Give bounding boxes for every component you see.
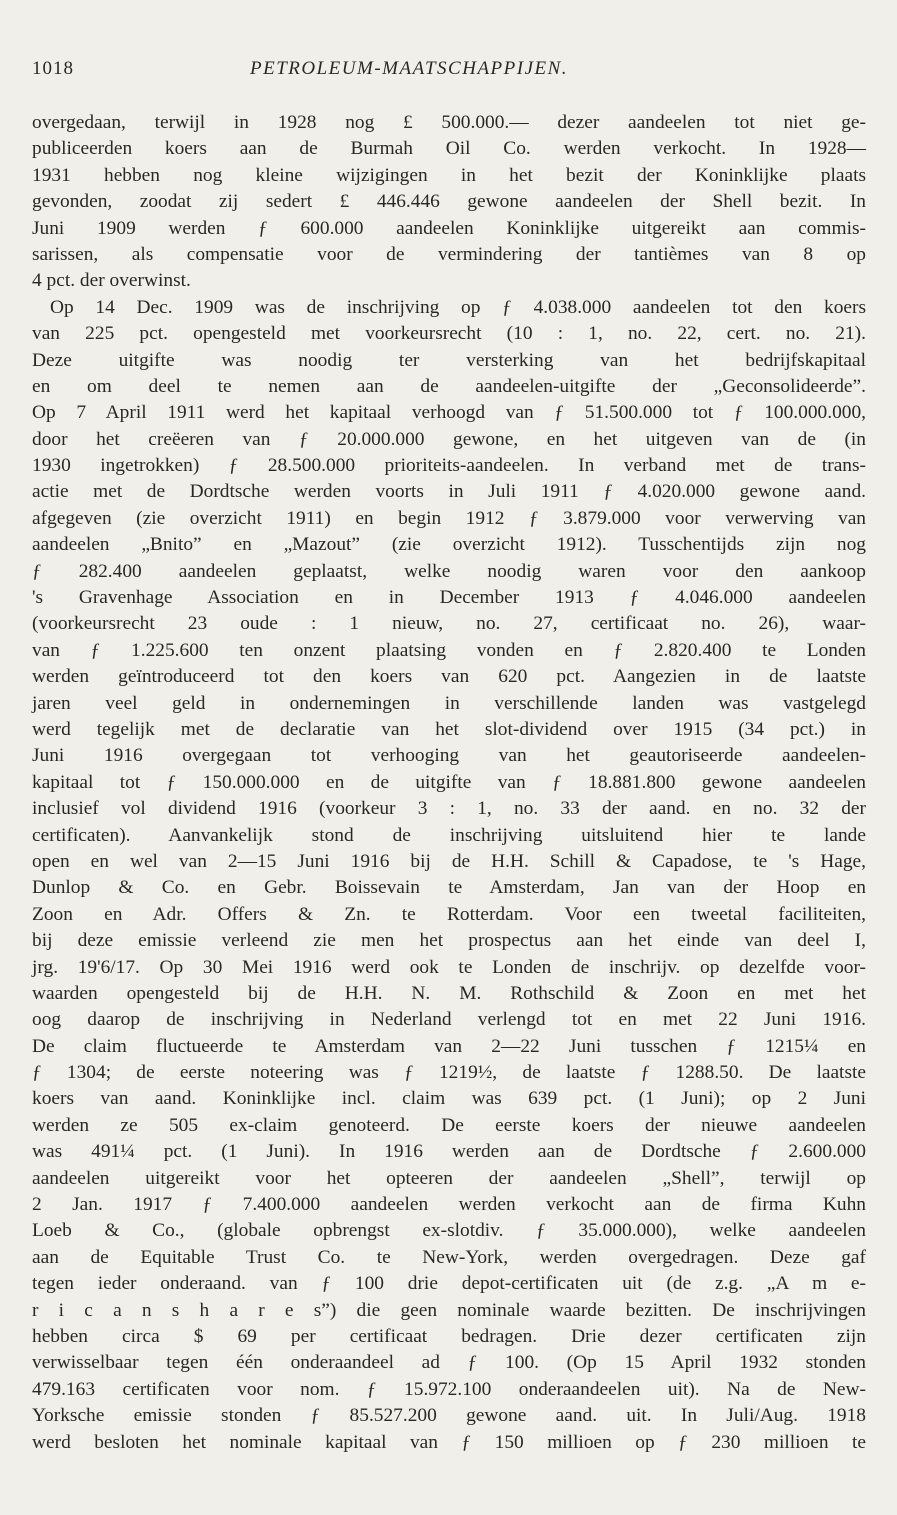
text-line: aandeelen „Bnito” en „Mazout” (zie overzicht 1912). Tusschentijds zijn nog [32,534,866,556]
text-line: bij deze emissie verleend zie men het prospectus aan het einde van deel I, [32,930,866,952]
text-line: jrg. 19'6/17. Op 30 Mei 1916 werd ook te Londen de inschrijv. op dezelfde voor- [32,956,866,978]
text-line: werden geïntroduceerd tot den koers van 620 pct. Aangezien in de laatste [32,666,866,688]
text-line: overgedaan, terwijl in 1928 nog £ 500.000.— dezer aandeelen tot niet ge- [32,112,866,133]
text-line: van 225 pct. opengesteld met voorkeursrecht (10 : 1, no. 22, cert. no. 21). [32,323,866,345]
text-line: (voorkeursrecht 23 oude : 1 nieuw, no. 27, certificaat no. 26), waar- [32,613,866,635]
running-title: PETROLEUM-MAATSCHAPPIJEN. [250,58,569,79]
text-line: werd tegelijk met de declaratie van het slot-dividend over 1915 (34 pct.) in [32,718,866,740]
text-line: koers van aand. Koninklijke incl. claim was 639 pct. (1 Juni); op 2 Juni [32,1088,866,1110]
text-line: 1931 hebben nog kleine wijzigingen in het bezit der Koninklijke plaats [32,164,866,186]
text-line: Dunlop & Co. en Gebr. Boissevain te Amsterdam, Jan van der Hoop en [32,877,866,899]
text-line: Juni 1909 werden ƒ 600.000 aandeelen Koninklijke uitgereikt aan commis- [32,217,866,239]
text-line: Juni 1916 overgegaan tot verhooging van het geautoriseerde aandeelen- [32,745,866,767]
text-line: oog daarop de inschrijving in Nederland verlengd tot en met 22 Juni 1916. [32,1009,866,1031]
text-line: verwisselbaar tegen één onderaandeel ad ƒ 100. (Op 15 April 1932 stonden [32,1352,866,1374]
text-line: van ƒ 1.225.600 ten onzent plaatsing vonden en ƒ 2.820.400 te Londen [32,639,866,661]
text-line: Loeb & Co., (globale opbrengst ex-slotdiv. ƒ 35.000.000), welke aandeelen [32,1220,866,1242]
text-line: door het creëeren van ƒ 20.000.000 gewone, en het uitgeven van de (in [32,428,866,450]
text-line: gevonden, zoodat zij sedert £ 446.446 gewone aandeelen der Shell bezit. In [32,191,866,213]
text-line: tegen ieder onderaand. van ƒ 100 drie depot-certificaten uit (de z.g. „A m e- [32,1273,866,1295]
text-line: Deze uitgifte was noodig ter versterking van het bedrijfskapitaal [32,349,866,371]
text-line: 4 pct. der overwinst. [32,270,191,292]
text-line: De claim fluctueerde te Amsterdam van 2—22 Juni tusschen ƒ 1215¼ en [32,1035,866,1057]
text-line: 479.163 certificaten voor nom. ƒ 15.972.100 onderaandeelen uit). Na de New- [32,1378,866,1400]
text-line: 2 Jan. 1917 ƒ 7.400.000 aandeelen werden verkocht aan de firma Kuhn [32,1194,866,1216]
text-line: open en wel van 2—15 Juni 1916 bij de H.H. Schill & Capadose, te 's Hage, [32,850,866,872]
text-line: werden ze 505 ex-claim genoteerd. De eerste koers der nieuwe aandeelen [32,1114,866,1136]
text-line: werd besloten het nominale kapitaal van ƒ 150 millioen op ƒ 230 millioen te [32,1431,866,1453]
text-line: kapitaal tot ƒ 150.000.000 en de uitgifte van ƒ 18.881.800 gewone aandeelen [32,771,866,793]
text-line: was 491¼ pct. (1 Juni). In 1916 werden aan de Dordtsche ƒ 2.600.000 [32,1141,866,1163]
text-line: sarissen, als compensatie voor de vermindering der tantièmes van 8 op [32,243,866,265]
text-line: ƒ 1304; de eerste noteering was ƒ 1219½, de laatste ƒ 1288.50. De laatste [32,1062,866,1084]
page-number: 1018 [32,58,74,79]
text-line: ƒ 282.400 aandeelen geplaatst, welke noodig waren voor den aankoop [32,560,866,582]
text-line: Op 7 April 1911 werd het kapitaal verhoogd van ƒ 51.500.000 tot ƒ 100.000.000, [32,402,866,424]
text-line: hebben circa $ 69 per certificaat bedragen. Drie dezer certificaten zijn [32,1325,866,1347]
text-line: aandeelen uitgereikt voor het opteeren der aandeelen „Shell”, terwijl op [32,1167,866,1189]
text-line: aan de Equitable Trust Co. te New-York, werden overgedragen. Deze gaf [32,1246,866,1268]
text-line: Op 14 Dec. 1909 was de inschrijving op ƒ 4.038.000 aandeelen tot den koers [50,296,866,318]
text-line: en om deel te nemen aan de aandeelen-uitgifte der „Geconsolideerde”. [32,375,866,397]
text-line: afgegeven (zie overzicht 1911) en begin 1912 ƒ 3.879.000 voor verwerving van [32,507,866,529]
text-line: Yorksche emissie stonden ƒ 85.527.200 gewone aand. uit. In Juli/Aug. 1918 [32,1405,866,1427]
text-line: Zoon en Adr. Offers & Zn. te Rotterdam. Voor een tweetal faciliteiten, [32,903,866,925]
page-header [32,58,865,88]
body-text [32,110,866,1456]
text-line: waarden opengesteld bij de H.H. N. M. Rothschild & Zoon en met het [32,982,866,1004]
text-line: publiceerden koers aan de Burmah Oil Co. werden verkocht. In 1928— [32,138,866,160]
text-line: r i c a n s h a r e s”) die geen nominale waarde bezitten. De inschrijvingen [32,1299,866,1321]
text-line: jaren veel geld in ondernemingen in verschillende landen was vastgelegd [32,692,866,714]
text-line: 's Gravenhage Association en in December 1913 ƒ 4.046.000 aandeelen [32,587,866,609]
text-line: 1930 ingetrokken) ƒ 28.500.000 prioriteits-aandeelen. In verband met de trans- [32,455,866,477]
text-line: actie met de Dordtsche werden voorts in Juli 1911 ƒ 4.020.000 gewone aand. [32,481,866,503]
text-line: certificaten). Aanvankelijk stond de inschrijving uitsluitend hier te lande [32,824,866,846]
text-line: inclusief vol dividend 1916 (voorkeur 3 : 1, no. 33 der aand. en no. 32 der [32,798,866,820]
